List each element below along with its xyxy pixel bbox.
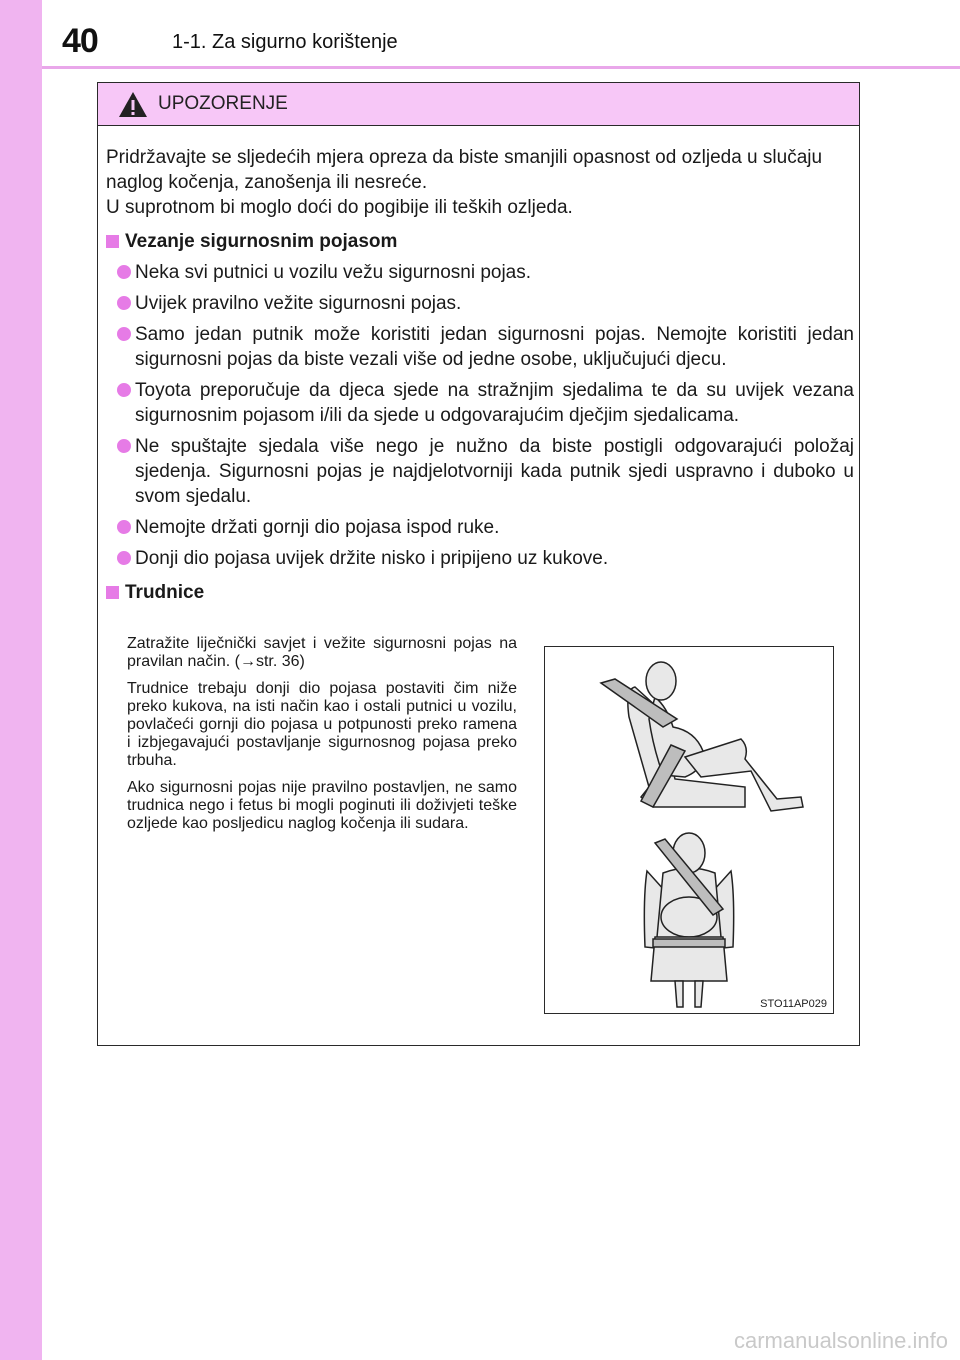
illustration-drawing <box>545 647 833 1013</box>
list-item-text: Samo jedan putnik može koristiti jedan sigurnosni pojas. Nemojte koristiti jedan sigurnosni pojas da biste vezali više od jedne osobe, uključujući djecu. <box>135 324 854 370</box>
warning-triangle-icon <box>118 91 148 118</box>
warning-label: UPOZORENJE <box>158 93 288 114</box>
warning-intro <box>106 145 854 220</box>
pregnancy-paragraph: Zatražite liječnički savjet i vežite sigurnosni pojas na pravilan način. (→str. 36) <box>127 635 517 670</box>
list-item <box>106 260 854 285</box>
list-item <box>106 515 854 540</box>
intro-paragraph: U suprotnom bi moglo doći do pogibije ili teških ozljeda. <box>106 197 573 218</box>
pregnancy-paragraph: Ako sigurnosni pojas nije pravilno postavljen, ne samo trudnica nego i fetus bi mogli poginuti ili doživjeti teške ozljede kao posljedicu naglog kočenja ili sudara. <box>127 779 517 832</box>
section-heading-label: Trudnice <box>125 582 205 603</box>
warning-header <box>98 83 859 126</box>
watermark: carmanualsonline.info <box>733 1328 948 1353</box>
section-heading-seatbelt <box>106 229 854 254</box>
round-bullet-icon <box>117 327 131 341</box>
list-item <box>106 378 854 428</box>
list-item-text: Ne spuštajte sjedala više nego je nužno da biste postigli odgovarajući položaj sjedenja. Sigurnosni pojas je najdjelotvorniji kada putnik sjedi uspravno i duboko u svom sjedalu. <box>135 436 854 507</box>
side-tab-bar <box>0 0 42 1360</box>
list-item <box>106 291 854 316</box>
round-bullet-icon <box>117 551 131 565</box>
round-bullet-icon <box>117 383 131 397</box>
page-number: 40 <box>62 22 98 60</box>
list-item-text: Toyota preporučuje da djeca sjede na stražnjim sjedalima te da su uvijek vezana sigurnosnim pojasom i/ili da sjede u odgovarajućim dječjim sjedalicama. <box>135 380 854 426</box>
list-item-text: Neka svi putnici u vozilu vežu sigurnosni pojas. <box>135 262 532 283</box>
illustration-code: STO11AP029 <box>760 998 827 1010</box>
pregnancy-paragraph: Trudnice trebaju donji dio pojasa postaviti čim niže preko kukova, na isti način kao i ostali putnici u vozilu, povlačeći gornji dio pojasa u potpunosti preko ramena i izbjegavajući postavljanje sigurnosnog pojasa preko trbuha. <box>127 680 517 769</box>
pregnant-seatbelt-illustration <box>544 646 834 1014</box>
list-item-text: Donji dio pojasa uvijek držite nisko i pripijeno uz kukove. <box>135 548 609 569</box>
list-item <box>106 322 854 372</box>
section-title: 1-1. Za sigurno korištenje <box>172 31 398 53</box>
square-bullet-icon <box>106 235 119 248</box>
round-bullet-icon <box>117 265 131 279</box>
square-bullet-icon <box>106 586 119 599</box>
warning-content <box>106 145 854 605</box>
list-item <box>106 434 854 509</box>
section-heading-label: Vezanje sigurnosnim pojasom <box>125 231 398 252</box>
round-bullet-icon <box>117 296 131 310</box>
list-item-text: Nemojte držati gornji dio pojasa ispod ruke. <box>135 517 500 538</box>
header-rule <box>42 66 960 69</box>
round-bullet-icon <box>117 439 131 453</box>
list-item-text: Uvijek pravilno vežite sigurnosni pojas. <box>135 293 462 314</box>
round-bullet-icon <box>117 520 131 534</box>
intro-paragraph: Pridržavajte se sljedećih mjera opreza da biste smanjili opasnost od ozljeda u slučaju naglog kočenja, zanošenja ili nesreće. <box>106 147 823 193</box>
list-item <box>106 546 854 571</box>
pregnancy-text <box>127 635 517 842</box>
section-heading-pregnant <box>106 580 854 605</box>
